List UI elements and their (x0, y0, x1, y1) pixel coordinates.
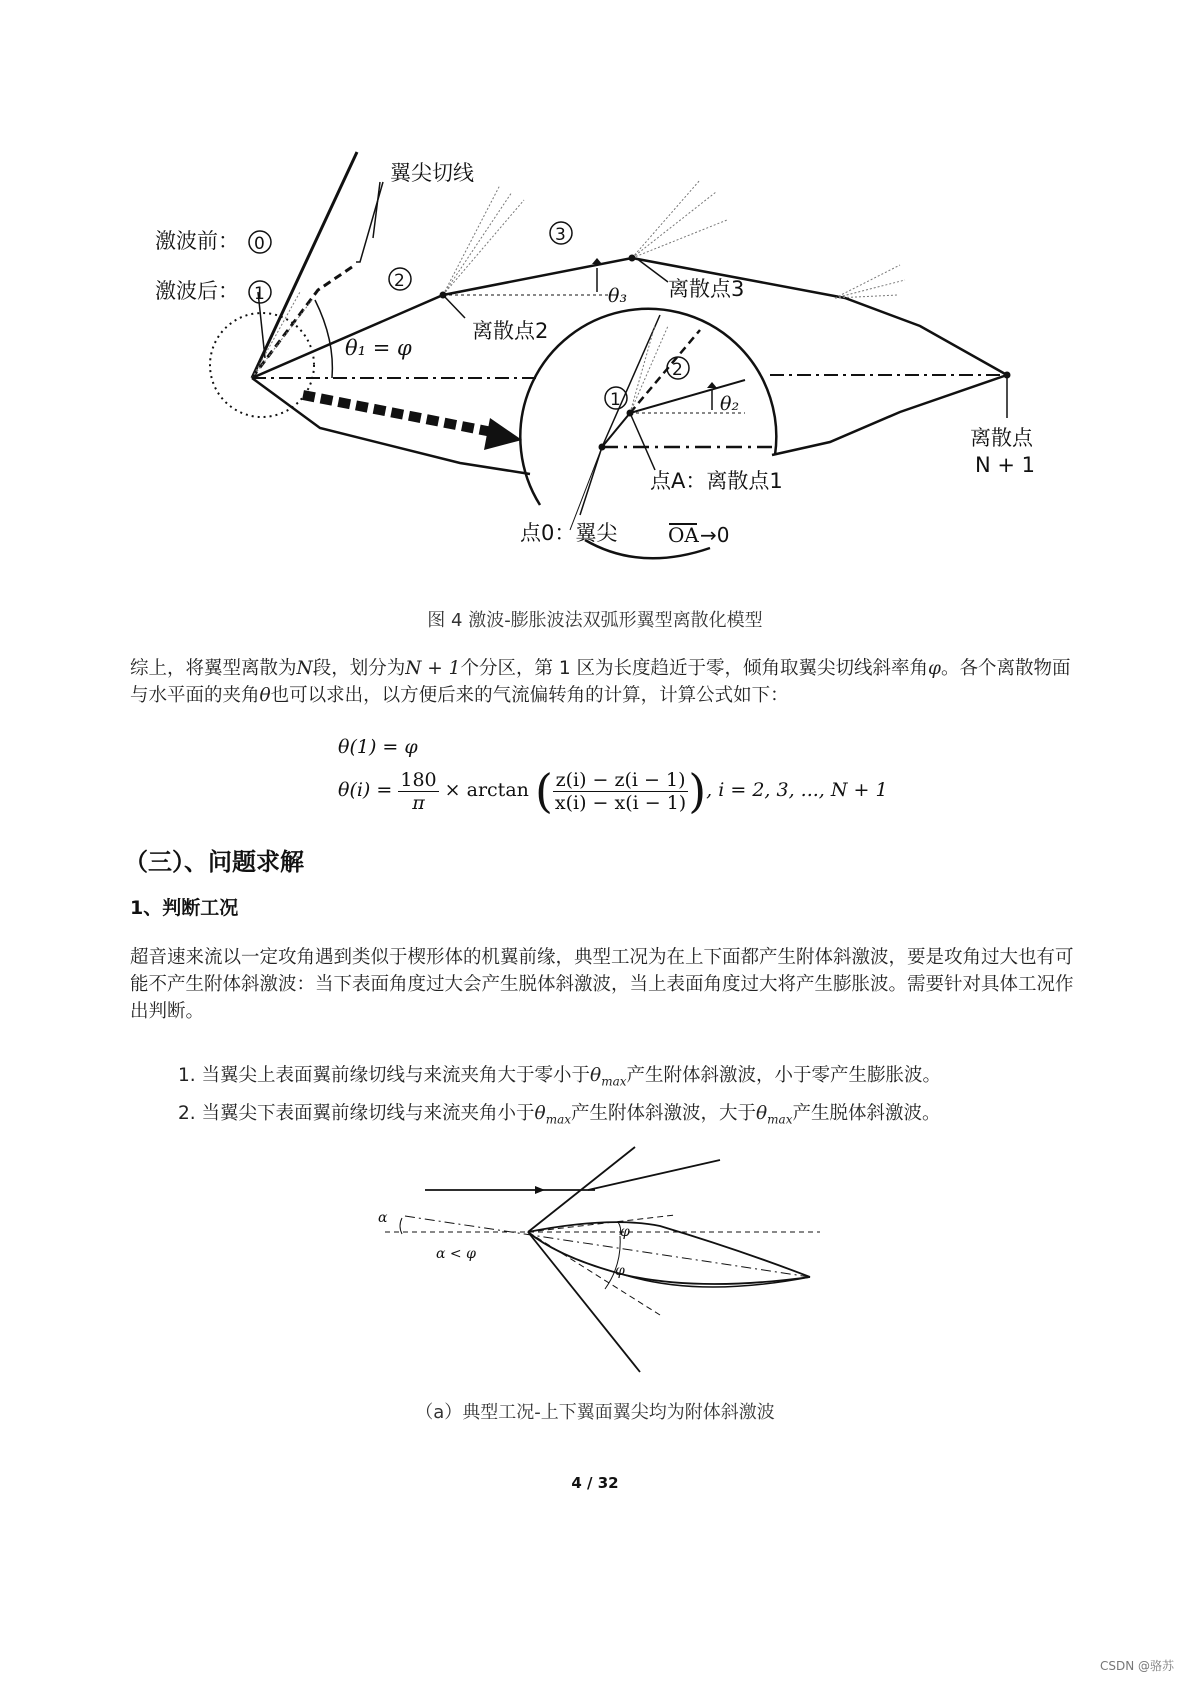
zoom-dashed (630, 330, 700, 413)
theta-max-1-sub: max (601, 1074, 627, 1089)
theta3-label: θ₃ (608, 285, 628, 307)
list-item-1 (178, 1060, 1078, 1098)
figure-4-caption: 图 4 激波-膨胀波法双弧形翼型离散化模型 (427, 610, 763, 631)
summary-phi: φ (928, 658, 941, 679)
formula-180-over-pi (398, 769, 438, 814)
formula-paren-close: ) (688, 764, 707, 818)
watermark: CSDN @骆苏 (1099, 1659, 1174, 1673)
summary-N: N (296, 658, 313, 679)
figure-a-diagram (0, 1140, 1190, 1380)
summary-text-3: 个分区，第 1 区为长度趋近于零，倾角取翼尖切线斜率角 (460, 658, 928, 679)
zone1-label: 1 (254, 284, 265, 304)
summary-N1: N + 1 (405, 658, 461, 679)
theta-max-3 (756, 1102, 793, 1127)
pointN-label-2: N + 1 (975, 453, 1036, 477)
tip-tangent-dashed (252, 265, 355, 378)
point0-pointer (580, 447, 602, 515)
zoom-arrowhead (484, 418, 522, 450)
zoom-arrow (303, 395, 492, 432)
flow-arrowhead (535, 1186, 545, 1194)
alpha-lt-phi-label: α < φ (436, 1246, 476, 1262)
formula-line-2 (338, 764, 888, 818)
page-number: 4 / 32 (571, 1474, 619, 1492)
summary-text-1: 综上，将翼型离散为 (130, 658, 297, 679)
tip-tangent-pointer2 (373, 182, 380, 238)
alpha-label: α (378, 1210, 388, 1226)
formula-180: 180 (400, 768, 437, 791)
phi-lower-label: φ (615, 1263, 625, 1279)
point2-pointer (443, 295, 465, 318)
formula-lhs: θ(i) = (338, 779, 393, 801)
theta-max-2-sub: max (545, 1112, 571, 1127)
after-shock-label: 激波后： (155, 279, 239, 303)
fan-trailing (835, 265, 905, 298)
shock-line (252, 152, 357, 378)
upper-surface (252, 258, 1007, 378)
theta-max-2-sym: θ (534, 1102, 546, 1124)
airfoil-upper (528, 1222, 810, 1277)
fan-point2 (443, 185, 524, 295)
oa-label: OA (668, 523, 699, 547)
theta2-arrowhead (707, 382, 717, 388)
list-item-1-text-a: 1. 当翼尖上表面翼前缘切线与来流夹角大于零小于 (178, 1065, 591, 1086)
pointA-pointer (630, 413, 655, 470)
formula-arctan: × arctan (444, 779, 529, 801)
oa-arrow-label: →0 (700, 523, 730, 547)
list-item-2 (178, 1098, 1078, 1136)
phi-upper-label: φ (620, 1224, 630, 1240)
condition-paragraph: 超音速来流以一定攻角遇到类似于楔形体的机翼前缘，典型工况为在上下面都产生附体斜激波，要是攻角过大也有可能不产生附体斜激波：当下表面角度过大会产生脱体斜激波，当上表面角度过大将产生膨胀波。需要针对具体工况作出判断。 (130, 947, 1074, 1022)
formula-pi: π (412, 791, 425, 814)
summary-paragraph (130, 655, 1080, 709)
point3-marker (629, 255, 636, 262)
fan-point3 (632, 180, 727, 258)
pointA-label: 点A：离散点1 (650, 469, 783, 493)
before-shock-label: 激波前： (155, 229, 239, 253)
theta-max-3-sub: max (767, 1112, 793, 1127)
summary-text-5: 也可以求出，以方便后来的气流偏转角的计算，计算公式如下： (270, 685, 789, 706)
pointN-label-1: 离散点 (970, 426, 1033, 450)
list-item-2-text-c: 产生脱体斜激波。 (792, 1102, 941, 1124)
theta-max-1 (590, 1065, 627, 1089)
figure-4-diagram (0, 0, 1190, 600)
lower-shock (528, 1232, 640, 1372)
summary-text-4: 。各个离散物面与水平面的夹角 (130, 658, 1071, 706)
summary-theta: θ (259, 685, 271, 706)
theta1-arc (315, 300, 332, 378)
zone-zoom-2-label: 2 (672, 360, 683, 380)
figure-a-caption: （a）典型工况-上下翼面翼尖均为附体斜激波 (415, 1402, 775, 1423)
zone-zoom-1-label: 1 (610, 390, 621, 410)
lower-surface (252, 378, 530, 474)
zone2-label: 2 (394, 271, 405, 291)
theta-max-3-sym: θ (756, 1102, 768, 1124)
formula-main-fraction (553, 769, 688, 814)
list-item-2-text-a: 2. 当翼尖下表面翼前缘切线与来流夹角小于 (178, 1102, 535, 1124)
zone0-label: 0 (254, 234, 265, 254)
theta2-label: θ₂ (720, 393, 740, 415)
list-item-1-text-b: 产生附体斜激波，小于零产生膨胀波。 (626, 1065, 942, 1086)
airfoil-lower (528, 1232, 810, 1284)
theta-max-1-sym: θ (590, 1065, 602, 1086)
point3-label: 离散点3 (668, 277, 745, 301)
formula-denominator: x(i) − x(i − 1) (554, 791, 687, 814)
section-title: （三）、问题求解 (124, 848, 304, 876)
zone3-label: 3 (555, 225, 566, 245)
list-item-2-text-b: 产生附体斜激波，大于 (571, 1102, 757, 1124)
zoom-surface-1 (602, 413, 630, 447)
formula-tail: , i = 2, 3, ..., N + 1 (706, 779, 888, 801)
point0-label: 点0：翼尖 (520, 521, 618, 545)
formula-numerator: z(i) − z(i − 1) (553, 769, 688, 792)
condition-list (178, 1060, 1078, 1135)
formula-theta1: θ(1) = φ (338, 736, 418, 758)
theta1-label: θ₁ = φ (345, 336, 412, 360)
summary-text-2: 段，划分为 (312, 658, 406, 679)
upper-shock-2 (588, 1160, 720, 1190)
formula-line-1 (338, 736, 418, 758)
point2-label: 离散点2 (472, 319, 549, 343)
alpha-arc (400, 1218, 402, 1234)
tip-tangent-label: 翼尖切线 (390, 161, 474, 185)
theta3-arrowhead (592, 258, 602, 264)
subsection-title: 1、判断工况 (130, 897, 239, 919)
theta-max-2 (534, 1102, 571, 1127)
airfoil-lower-2 (625, 1275, 810, 1287)
zoom-shock (602, 315, 660, 447)
formula-paren-open: ( (534, 764, 553, 818)
upper-tangent-dashed (528, 1215, 675, 1232)
